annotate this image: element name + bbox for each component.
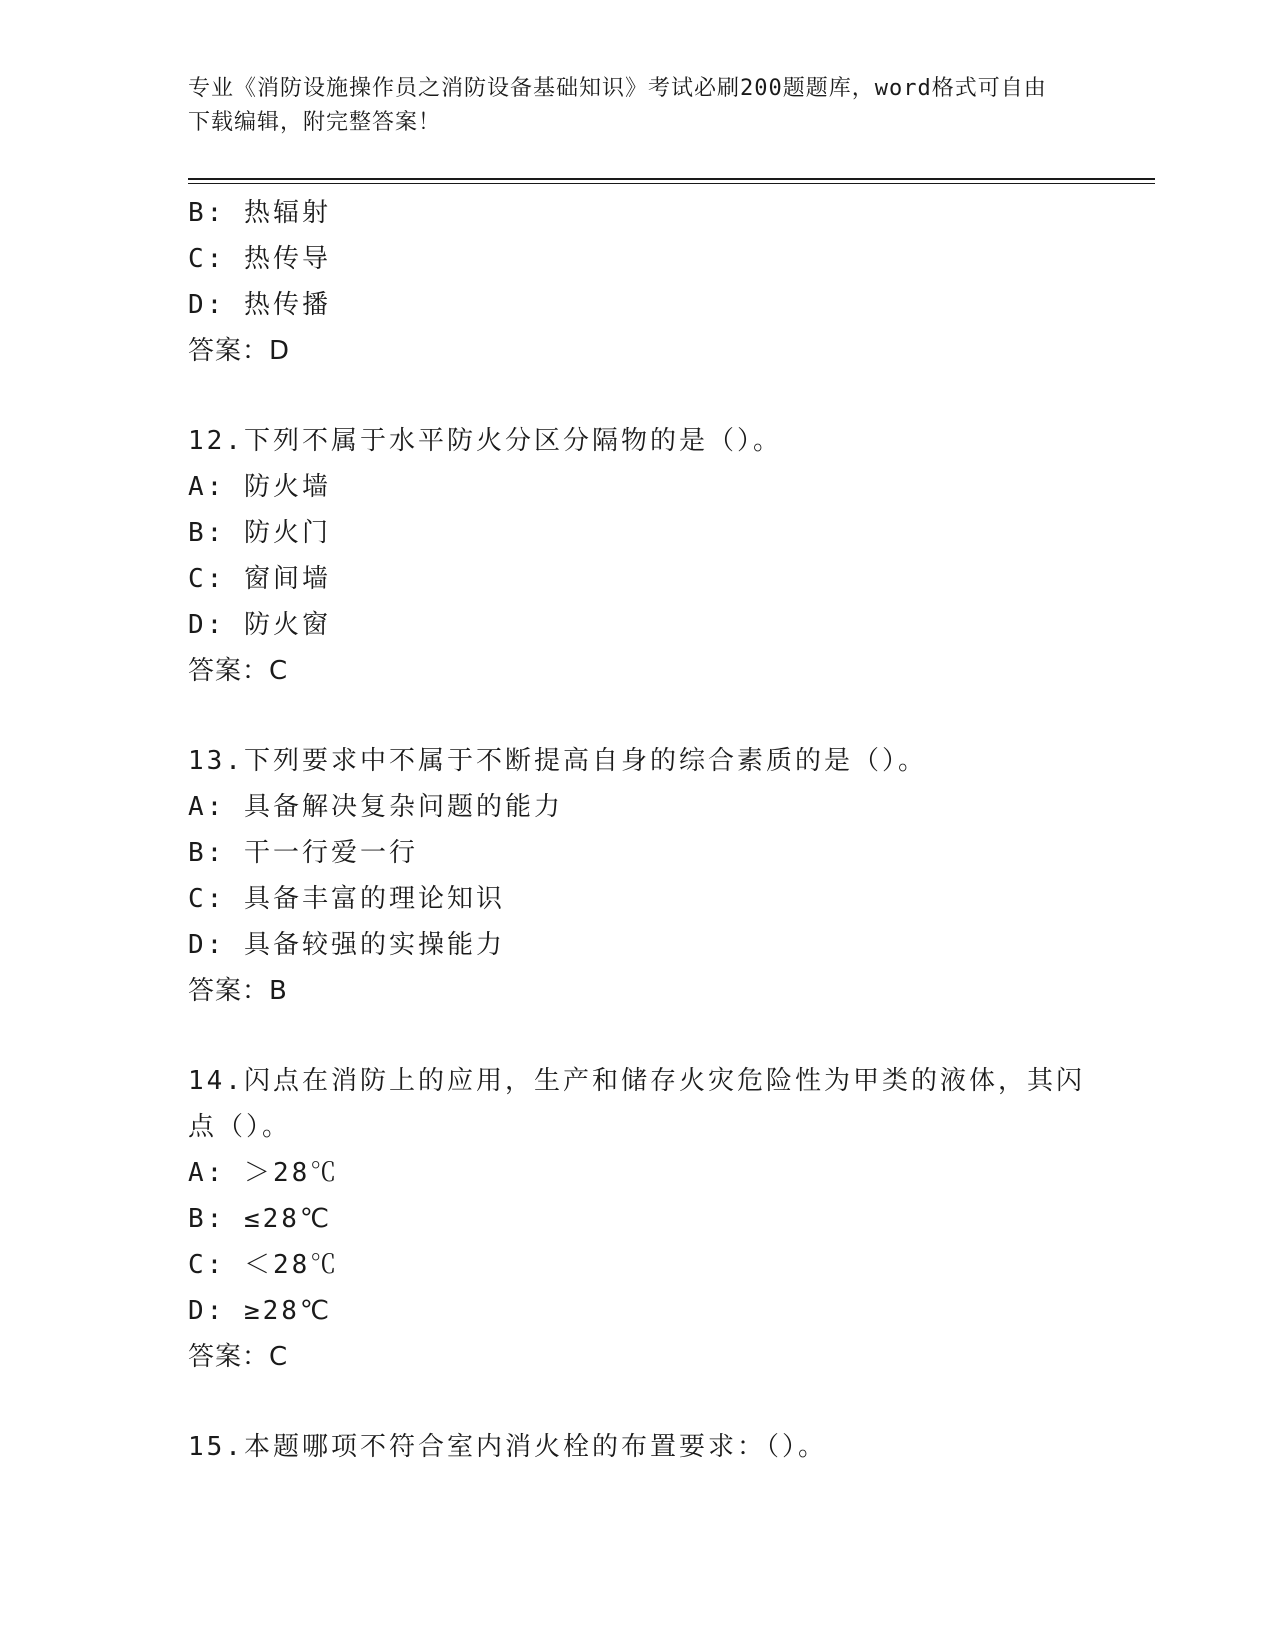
option-d: D: ≥28℃	[188, 1296, 333, 1326]
header-rule-thin	[188, 183, 1155, 184]
answer-line: 答案：D	[188, 336, 291, 366]
question-stem-line-1: 14.闪点在消防上的应用，生产和储存火灾危险性为甲类的液体，其闪	[188, 1066, 1085, 1096]
option-c: C: ＜28℃	[188, 1250, 340, 1280]
option-d: D: 防火窗	[188, 610, 331, 640]
answer-line: 答案：B	[188, 976, 288, 1006]
header-rule-thick	[188, 178, 1155, 180]
option-b: B: 防火门	[188, 518, 331, 548]
question-13	[188, 738, 1088, 1014]
option-a: A: 具备解决复杂问题的能力	[188, 792, 563, 822]
option-d: D: 热传播	[188, 290, 331, 320]
option-b: B: 热辐射	[188, 198, 331, 228]
question-stem-line-2: 点（）。	[188, 1112, 292, 1142]
option-a: A: 防火墙	[188, 472, 331, 502]
question-15	[188, 1424, 1088, 1470]
document-header: 专业《消防设施操作员之消防设备基础知识》考试必刷200题题库，word格式可自由下载编辑，附完整答案！	[188, 76, 1047, 135]
question-12	[188, 418, 1088, 694]
option-d: D: 具备较强的实操能力	[188, 930, 505, 960]
answer-line: 答案：C	[188, 1342, 289, 1372]
answer-line: 答案：C	[188, 656, 289, 686]
option-c: C: 具备丰富的理论知识	[188, 884, 505, 914]
option-c: C: 热传导	[188, 244, 331, 274]
option-b: B: 干一行爱一行	[188, 838, 418, 868]
question-stem: 12.下列不属于水平防火分区分隔物的是（）。	[188, 426, 782, 456]
question-stem: 13.下列要求中不属于不断提高自身的综合素质的是（）。	[188, 746, 927, 776]
question-11-partial	[188, 190, 1088, 374]
question-list	[188, 190, 1088, 1470]
option-b: B: ≤28℃	[188, 1204, 333, 1234]
question-stem: 15.本题哪项不符合室内消火栓的布置要求：（）。	[188, 1432, 827, 1462]
option-c: C: 窗间墙	[188, 564, 331, 594]
question-14	[188, 1058, 1088, 1380]
option-a: A: ＞28℃	[188, 1158, 340, 1188]
